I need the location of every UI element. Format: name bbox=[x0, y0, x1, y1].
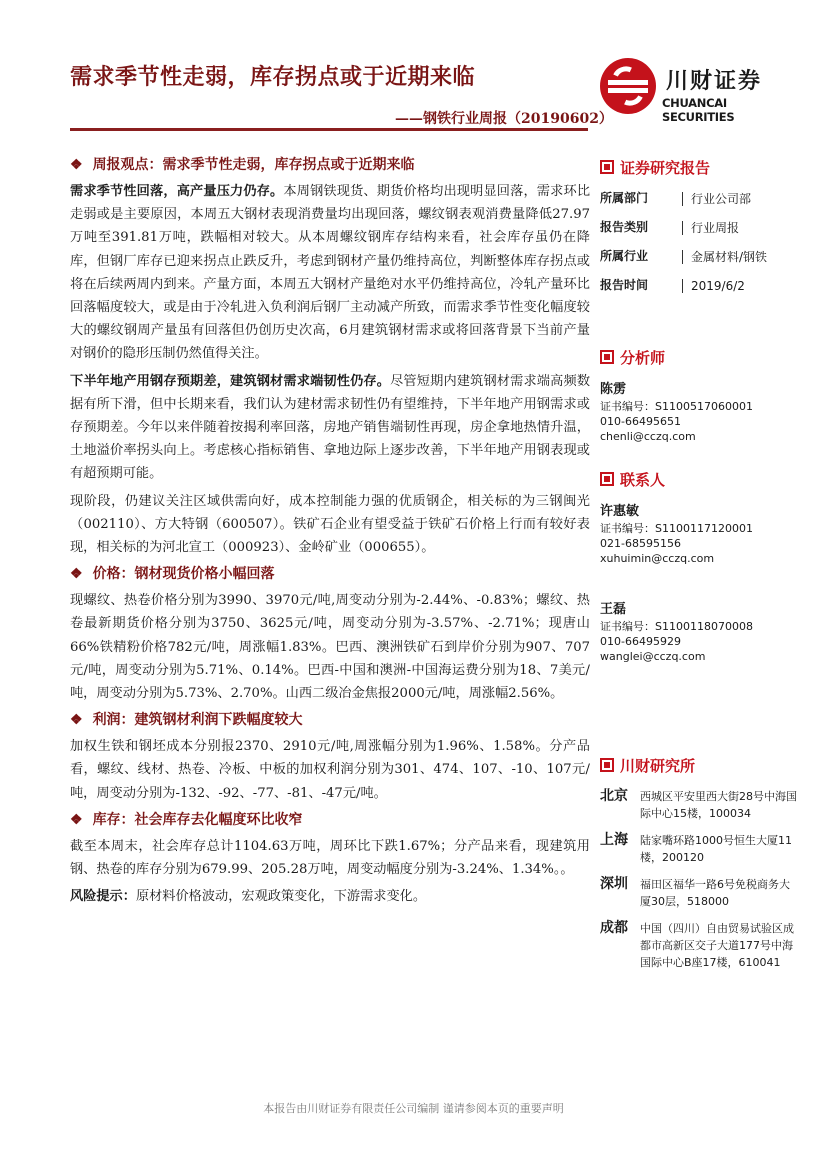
report-subtitle: ——钢铁行业周报（20190602） bbox=[395, 111, 613, 127]
sidebar-heading-institute: 川财研究所 bbox=[600, 754, 805, 778]
square-bullet-icon bbox=[600, 472, 614, 486]
sidebar-heading-analyst: 分析师 bbox=[600, 346, 805, 370]
sidebar-heading-report: 证券研究报告 bbox=[600, 156, 805, 180]
report-info-table bbox=[600, 184, 805, 300]
paragraph-recommendation: 现阶段，仍建议关注区域供需向好，成本控制能力强的优质钢企，相关标的为三钢闽光（002110）、方大特钢（600507）。铁矿石企业有望受益于铁矿石价格上行而有较好表现，相关标的为河北宣工（000923）、金岭矿业（000655）。 bbox=[70, 493, 590, 556]
report-title: 需求季节性走弱，库存拐点或于近期来临 bbox=[70, 64, 476, 90]
sidebar-heading-contact: 联系人 bbox=[600, 468, 805, 492]
logo-en: CHUANCAI SECURITIES bbox=[662, 96, 735, 124]
title-divider bbox=[70, 128, 588, 131]
sidebar bbox=[600, 150, 805, 971]
square-bullet-icon bbox=[600, 758, 614, 772]
main-column bbox=[70, 150, 590, 908]
section-heading-price: ❖ 价格：钢材现货价格小幅回落 bbox=[70, 566, 275, 583]
footer-disclaimer: 本报告由川财证券有限责任公司编制 谨请参阅本页的重要声明 bbox=[263, 1102, 564, 1115]
section-heading-inventory: ❖ 库存：社会库存去化幅度环比收窄 bbox=[70, 811, 303, 828]
logo-mark-icon bbox=[600, 58, 656, 114]
paragraph-realestate: 下半年地产用钢存预期差，建筑钢材需求端韧性仍存。尽管短期内建筑钢材需求端高频数据有所下滑，但中长期来看，我们认为建材需求韧性仍有望维持，下半年地产用钢需求或存预期差。今年以来伴随着按揭利率回落，房地产销售端韧性再现，房企拿地热情升温，土地溢价率拐头向上。考虑核心指标销售、拿地边际上逐步改善，下半年地产用钢表现或有超预期可能。 bbox=[70, 373, 591, 482]
risk-warning: 风险提示：原材料价格波动，宏观政策变化，下游需求变化。 bbox=[70, 889, 427, 905]
paragraph-price: 现螺纹、热卷价格分别为3990、3970元/吨,周变动分别为-2.44%、-0.83%；螺纹、热卷最新期货价格分别为3750、3625元/吨，周变动分别为-3.57%、-2.71%；现唐山66%铁精粉价格782元/吨，周涨幅1.83%。巴西、澳洲铁矿石到岸价分别为907、707元/吨，周变动分别为5.71%、0.14%。巴西-中国和澳洲-中国海运费分别为18、7美元/吨，周变动分别为5.73%、2.70%。山西二级冶金焦报2000元/吨，周涨幅2.56%。 bbox=[70, 593, 590, 702]
office-address: 上海 陆家嘴环路1000号恒生大厦11楼，200120 bbox=[600, 832, 792, 864]
diamond-bullet-icon: ❖ bbox=[70, 157, 83, 173]
analyst-card: 陈雳 证书编号：S1100517060001 010-66495651 chenli@cczq.com bbox=[600, 382, 753, 443]
office-address: 北京 西城区平安里西大街28号中海国际中心15楼，100034 bbox=[600, 788, 797, 820]
paragraph-inventory: 截至本周末，社会库存总计1104.63万吨，周环比下跌1.67%；分产品来看，现建筑用钢、热卷的库存分别为679.99、205.28万吨，周变动幅度分别为-3.24%、1.34%。。 bbox=[70, 838, 590, 878]
info-row: 所属行业 金属材料/钢铁 bbox=[600, 249, 768, 264]
diamond-bullet-icon: ❖ bbox=[70, 811, 83, 828]
section-heading-summary: ❖ 周报观点：需求季节性走弱，库存拐点或于近期来临 bbox=[70, 157, 415, 173]
diamond-bullet-icon: ❖ bbox=[70, 712, 83, 729]
paragraph-profit: 加权生铁和钢坯成本分别报2370、2910元/吨,周涨幅分别为1.96%、1.58%。分产品看，螺纹、线材、热卷、冷板、中板的加权利润分别为301、474、107、-10、107元/吨，周变动分别为-132、-92、-77、-81、-47元/吨。 bbox=[70, 739, 590, 801]
office-address: 成都 中国（四川）自由贸易试验区成都市高新区交子大道177号中海国际中心B座17楼，610041 bbox=[600, 920, 794, 969]
section-heading-profit: ❖ 利润：建筑钢材利润下跌幅度较大 bbox=[70, 712, 303, 729]
square-bullet-icon bbox=[600, 350, 614, 364]
info-row: 所属部门 行业公司部 bbox=[600, 191, 752, 206]
company-logo bbox=[600, 58, 800, 124]
office-address: 深圳 福田区福华一路6号免税商务大厦30层，518000 bbox=[600, 876, 790, 908]
paragraph-demand: 需求季节性回落，高产量压力仍存。本周钢铁现货、期货价格均出现明显回落，需求环比走弱或是主要原因，本周五大钢材表现消费量均出现回落，螺纹钢表观消费量降低27.97万吨至391.81万吨，跌幅相对较大。从本周螺纹钢库存结构来看，社会库存虽仍在降库，但钢厂库存已迎来拐点止跌反升，考虑到钢材产量仍维持高位，判断整体库存拐点或将在后续两周内到来。产量方面，本周五大钢材产量绝对水平仍维持高位，冷轧产量环比回落幅度较大，或是由于冷轧进入负利润后钢厂主动减产所致，而需求季节性变化幅度较大的螺纹钢周产量虽有回落但仍创历史次高，6月建筑钢材需求或将回落背景下当前产量对钢价的隐形压制仍然值得关注。 bbox=[70, 184, 591, 362]
info-row: 报告类别 行业周报 bbox=[600, 220, 740, 235]
logo-cn: 川财证券 bbox=[666, 69, 763, 94]
info-row: 报告时间 2019/6/2 bbox=[600, 278, 745, 293]
contact-card: 王磊 证书编号：S1100118070008 010-66495929 wanglei@cczq.com bbox=[600, 602, 753, 663]
diamond-bullet-icon: ❖ bbox=[70, 566, 83, 583]
square-bullet-icon bbox=[600, 160, 614, 174]
contact-card: 许惠敏 证书编号：S1100117120001 021-68595156 xuhuimin@cczq.com bbox=[600, 504, 753, 565]
